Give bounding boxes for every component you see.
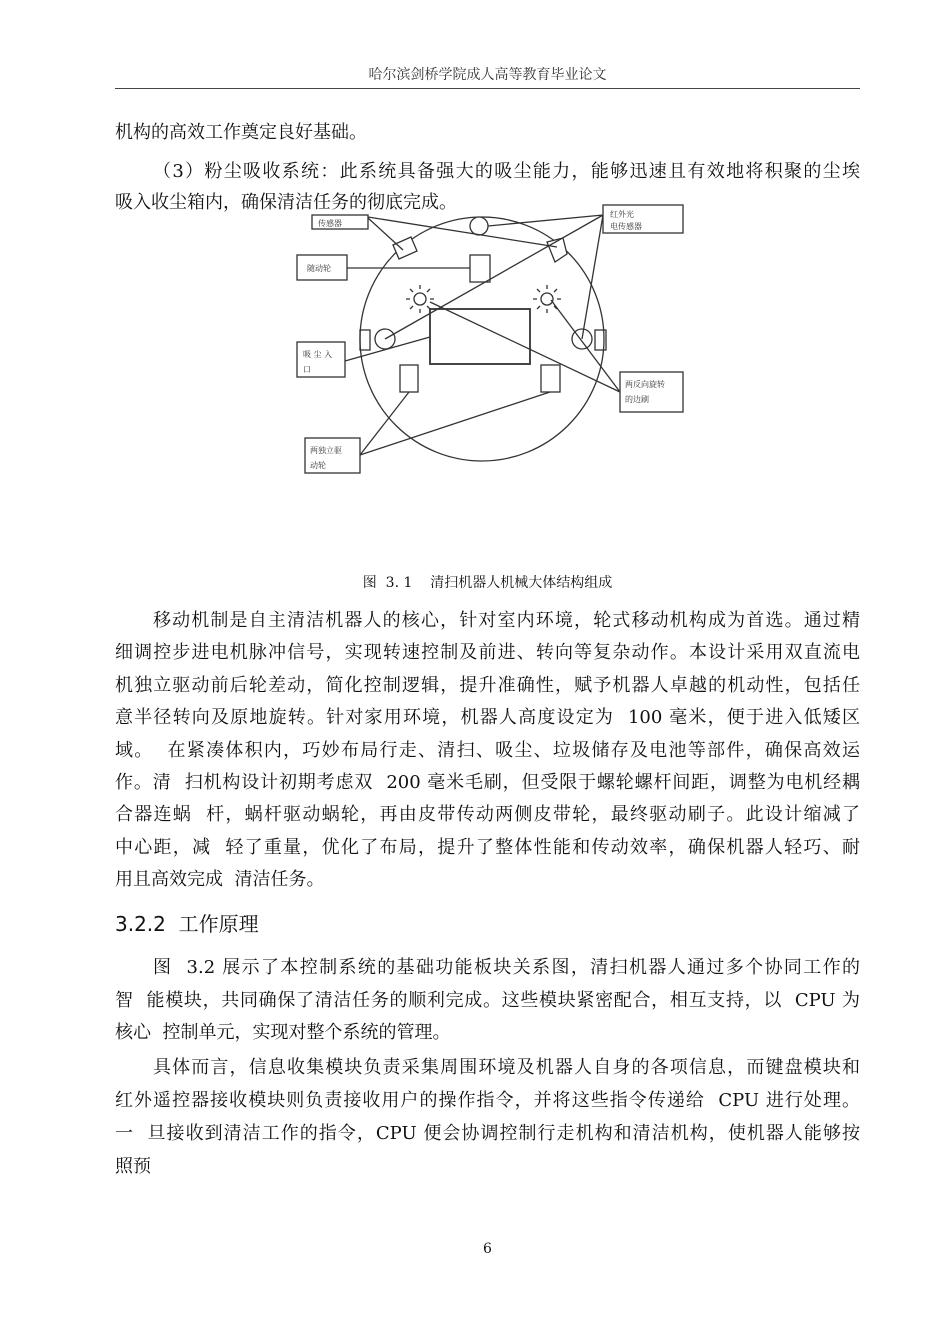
label-drive-2: 动轮: [310, 461, 326, 470]
section-heading: 3.2.2 工作原理: [115, 912, 259, 936]
robot-structure-diagram: [290, 200, 690, 490]
label-sensor: 传感器: [318, 219, 342, 228]
drive-wheel-right: [541, 365, 560, 392]
text-line: 机独立驱动前后轮差动，简化控制逻辑，提升准确性，赋予机器人卓越的机动性，包括任: [115, 674, 860, 696]
text-line: 核心 控制单元，实现对整个系统的管理。: [115, 1022, 451, 1043]
text-line: 移动机制是自主清洁机器人的核心，针对室内环境，轮式移动机构成为首选。通过精: [153, 610, 860, 631]
text-line: 图 3.2 展示了本控制系统的基础功能板块关系图，清扫机器人通过多个协同工作的: [153, 957, 860, 978]
label-drive-1: 两独立驱: [310, 446, 342, 455]
text-line: 具体而言，信息收集模块负责采集周围环境及机器人自身的各项信息，而键盘模块和: [153, 1057, 860, 1078]
label-photo-sensor-1: 红外光: [610, 210, 634, 219]
paragraph: [115, 952, 860, 1050]
label-brush-1: 两反向旋转: [625, 380, 665, 389]
text-line: 合器连蜗 杆，蜗杆驱动蜗轮，再由皮带传动两侧皮带轮，最终驱动刷子。此设计缩减了: [115, 804, 860, 826]
text-line: 机构的高效工作奠定良好基础。: [115, 122, 367, 143]
side-part-left: [360, 330, 370, 350]
front-sensor: [470, 217, 488, 235]
paragraph: [115, 605, 860, 897]
text-line: 红外遥控器接收模块则负责接收用户的操作指令，并将这些指令传递给 CPU 进行处理。: [115, 1090, 860, 1111]
label-photo-sensor-2: 电传感器: [610, 222, 642, 231]
main-unit: [430, 309, 530, 364]
text-line: 域。 在紧凑体积内，巧妙布局行走、清扫、吸尘、垃圾储存及电池等部件，确保高效运: [115, 739, 860, 761]
text-line: 意半径转向及原地旋转。针对家用环境，机器人高度设定为 100 毫米，便于进入低矮区: [115, 707, 860, 729]
page-header: 哈尔滨剑桥学院成人高等教育毕业论文: [368, 67, 607, 83]
figure-caption: 图 3. 1 清扫机器人机械大体结构组成: [362, 575, 613, 591]
label-box-brush: [620, 372, 683, 412]
side-brush-left: [406, 285, 434, 313]
label-caster: 随动轮: [307, 264, 331, 273]
text-line: 照预: [115, 1156, 151, 1177]
header-divider: [115, 88, 860, 89]
page-number: 6: [483, 1241, 492, 1257]
text-line: 中心距，减 轻了重量，优化了布局，提升了整体性能和传动效率，确保机器人轻巧、耐: [115, 836, 860, 858]
paragraph: [115, 117, 860, 149]
label-inlet-1: 吸 尘 入: [303, 350, 333, 359]
label-brush-2: 的边刷: [625, 395, 649, 404]
drive-wheel-left: [400, 365, 418, 392]
text-line: 作。清 扫机构设计初期考虑双 200 毫米毛刷，但受限于螺轮螺杆间距，调整为电机经耦: [115, 771, 860, 793]
text-line: 一 旦接收到清洁工作的指令，CPU 便会协调控制行走机构和清洁机构，使机器人能够按: [115, 1123, 860, 1144]
text-line: 吸入收尘箱内，确保清洁任务的彻底完成。: [115, 192, 457, 213]
text-line: 用且高效完成 清洁任务。: [115, 869, 325, 891]
paragraph: [115, 1051, 860, 1183]
text-line: 智 能模块，共同确保了清洁任务的顺利完成。这些模块紧密配合，相互支持，以 CPU 为: [115, 989, 860, 1011]
text-line: （3）粉尘吸收系统：此系统具备强大的吸尘能力，能够迅速且有效地将积聚的尘埃: [153, 161, 860, 182]
text-line: 细调控步进电机脉冲信号，实现转速控制及前进、转向等复杂动作。本设计采用双直流电: [115, 642, 860, 664]
label-inlet-2: 口: [303, 365, 311, 374]
caster-wheel: [470, 255, 490, 282]
bumper-sensor-left: [393, 237, 417, 259]
